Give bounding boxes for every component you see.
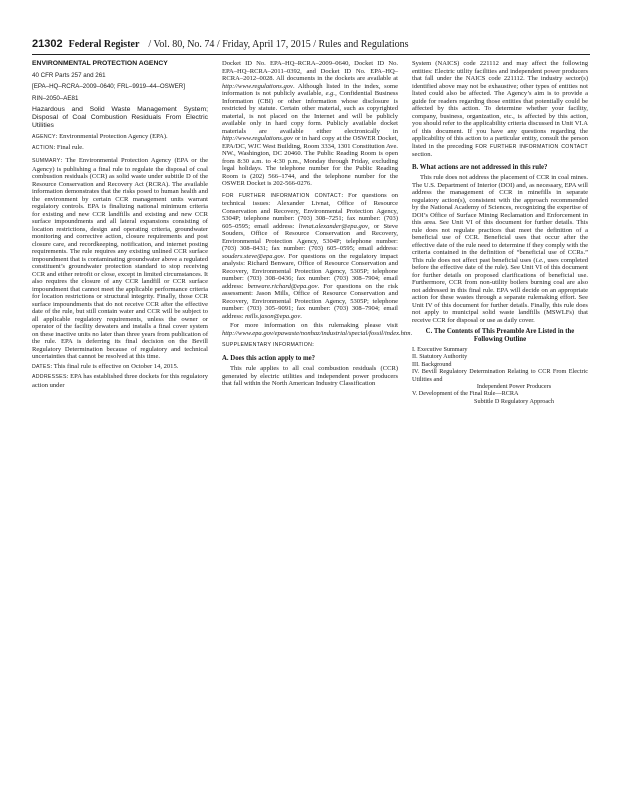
contact-paragraph: FOR FURTHER INFORMATION CONTACT: For questions on technical issues: Alexander Livnat, Office of Resource Conservation and Recovery, Environmental Protection Agency, 5304P; telephone number: (703) 308–7251; fax number: (703) 605–0595; email address: livnat.alexander@epa.gov, or Steve Souders, Office of Resource Conservation and Recovery, Environmental Protection Agency, 5304P; telephone number: (703) 308–8431; fax number: (703) 605–0595; email address: souders.steve@epa.gov. For questions on the regulatory impact analysis: Richard Benware, Office of Resource Conservation and Recovery, Environmental Protection Agency, 5305P; telephone number: (703) 308–0436; fax number: (703) 308–7904; email address: benware.richard@epa.gov. For questions on the risk assessment: Jason Mills, Office of Resource Conservation and Recovery, Environmental Protection Agency, 5305P; telephone number: (703) 305–9091; fax number: (703) 308–7904; email address: mills.jason@epa.gov. <box>222 191 399 320</box>
email-souders[interactable]: souders.steve@epa.gov <box>222 252 284 260</box>
addresses-continued: Docket ID No. EPA–HQ–RCRA–2009–0640, Docket ID No. EPA–HQ–RCRA–2011–0392, and Docket ID No. EPA–HQ–RCRA–2012–0028. All documents in the dockets are available at http://www.regulations.gov. Although listed in the index, some information is not publicly available, e.g., Confidential Business Information (CBI) or other information whose disclosure is restricted by statute. Certain other material, such as copyrighted material, is not placed on the Internet and will be publicly available only in hard copy form. Publicly available docket materials are available either electronically in http://www.regulations.gov or in hard copy at the OSWER Docket, EPA/DC, WJC West Building, Room 3334, 1301 Constitution Ave. NW., Washington, DC 20460. The Public Reading Room is open from 8:30 a.m. to 4:30 p.m., Monday through Friday, excluding legal holidays. The telephone number for the Public Reading Room is (202) 566–1744, and the telephone number for the OSWER Docket is 202-566-0276. <box>222 60 399 187</box>
heading-c: C. The Contents of This Preamble Are Listed in the Following Outline <box>425 328 575 343</box>
action-field: ACTION: Final rule. <box>32 143 84 151</box>
outline-item: IV. Bevill Regulatory Determination Relating to CCR From Electric Utilities and Independent Power Producers <box>412 368 588 391</box>
dates-field: DATES: This final rule is effective on October 14, 2015. <box>32 362 179 370</box>
outline-item: I. Executive Summary <box>412 346 468 353</box>
not-addressed-paragraph: This rule does not address the placement of CCR in coal mines. The U.S. Department of Interior (DOI) and, as necessary, EPA will address the management of CCR in minefills in separate regulatory action(s), consistent with the approach recommended by the National Academy of Sciences, recognizing the expertise of DOI’s Office of Surface Mining Reclamation and Enforcement in this area. See Unit VI of this document for further details. This rule does not regulate practices that meet the definition of a beneficial use of CCR. Beneficial uses that occur after the effective date of the rule need to determine if they comply with the criteria contained in the definition of “beneficial use of CCRs.” This rule does not affect past beneficial uses (i.e., uses completed before the effective date of the rule). See Unit VI of this document for further details on proposed clarifications of beneficial use. Furthermore, CCR from non-utility boilers burning coal are also not addressed in this final rule. EPA will decide on an appropriate action for these wastes through a separate rulemaking effort. See Unit IV of this document for further details. Finally, this rule does not apply to municipal solid waste landfills (MSWLFs) that receive CCR for disposal or use as daily cover. <box>412 174 588 324</box>
more-info-paragraph: For more information on this rulemaking please visit http://www.epa.gov/epawaste/nonhaz/industrial/special/fossil/index.htm. <box>222 322 413 337</box>
agency-field: AGENCY: Environmental Protection Agency (EPA). <box>32 133 168 141</box>
column-1 <box>32 60 208 778</box>
addresses-field: ADDRESSES: EPA has established three dockets for this regulatory action under <box>32 373 208 389</box>
rule-title: Hazardous and Solid Waste Management System; Disposal of Coal Combustion Residuals From Electric Utilities <box>32 106 208 129</box>
journal-name: Federal Register <box>68 39 140 50</box>
agency-name: ENVIRONMENTAL PROTECTION AGENCY <box>32 60 168 67</box>
regulations-gov-link[interactable]: http://www.regulations.gov <box>222 82 293 90</box>
outline-item: III. Background <box>412 360 452 368</box>
docket-line: [EPA–HQ–RCRA–2009–0640; FRL–9919–44–OSWER] <box>32 83 185 91</box>
page-body <box>32 60 590 778</box>
heading-b: B. What actions are not addressed in this rule? <box>412 163 548 171</box>
preamble-outline <box>412 346 588 405</box>
heading-a: A. Does this action apply to me? <box>222 354 316 362</box>
issue-info: / Vol. 80, No. 74 / Friday, April 17, 2015 / Rules and Regulations <box>148 39 409 50</box>
applicability-continued: System (NAICS) code 221112 and may affect the following entities: Electric utility facilities and independent power producers that fall under the NAICS code 221112. The industry sector(s) identified above may not be exhaustive; other types of entities not listed could also be affected. The Agency’s aim is to provide a guide for readers regarding those entities that potentially could be affected by this action. To determine whether your facility, company, business, organization, etc., is affected by this action, you should refer to the applicability criteria discussed in Unit VI.A of this document. If you have any questions regarding the applicability of this action to a particular entity, consult the person listed in the preceding FOR FURTHER INFORMATION CONTACT section. <box>412 60 589 158</box>
outline-item: V. Development of the Final Rule—RCRA Subtitle D Regulatory Approach <box>412 390 554 405</box>
outline-item: II. Statutory Authority <box>412 353 468 361</box>
supplementary-label: SUPPLEMENTARY INFORMATION: <box>222 341 314 348</box>
email-benware[interactable]: benware.richard@epa.gov <box>247 282 318 290</box>
cfr-parts: 40 CFR Parts 257 and 261 <box>32 71 106 79</box>
column-3 <box>412 60 588 778</box>
email-livnat[interactable]: livnat.alexander@epa.gov <box>298 222 368 230</box>
page-header <box>32 38 590 55</box>
summary-paragraph: SUMMARY: The Environmental Protection Agency (EPA or the Agency) is publishing a final rule to regulate the disposal of coal combustion residuals (CCR) as solid waste under subtitle D of the Resource Conservation and Recovery Act (RCRA). The available information demonstrates that the risks posed to human health and the environment by certain CCR management units warrant regulatory controls. EPA is finalizing national minimum criteria for existing and new CCR landfills and existing and new CCR surface impoundments and all lateral expansions consisting of location restrictions, design and operating criteria, groundwater monitoring and corrective action, closure requirements and post closure care, and recordkeeping, notification, and internet posting requirements. The rule requires any existing unlined CCR surface impoundment that is contaminating groundwater above a regulated constituent’s groundwater protection standard to stop receiving CCR and either retrofit or close, except in limited circumstances. It also requires the closure of any CCR landfill or CCR surface impoundment that cannot meet the applicable performance criteria for location restrictions or structural integrity. Finally, those CCR surface impoundments that do not receive CCR after the effective date of the rule, but still contain water and CCR will be subject to all applicable regulatory requirements, unless the owner or operator of the facility dewaters and installs a final cover system on these inactive units no later than three years from publication of the rule. EPA is deferring its final decision on the Bevill Regulatory Determination because of regulatory and technical uncertainties that cannot be resolved at this time. <box>32 157 208 361</box>
page-number: 21302 <box>32 38 63 50</box>
email-mills[interactable]: mills.jason@epa.gov <box>245 312 301 320</box>
regulations-gov-link-2[interactable]: http://www.regulations.gov <box>222 135 293 142</box>
applicability-paragraph: This rule applies to all coal combustion residuals (CCR) generated by electric utilities and independent power producers that fall within the North American Industry Classification <box>222 365 398 387</box>
rin: RIN–2050–AE81 <box>32 94 79 102</box>
epa-fossil-link[interactable]: http://www.epa.gov/epawaste/nonhaz/industrial/special/fossil/index.htm <box>222 329 411 337</box>
column-2 <box>222 60 413 778</box>
